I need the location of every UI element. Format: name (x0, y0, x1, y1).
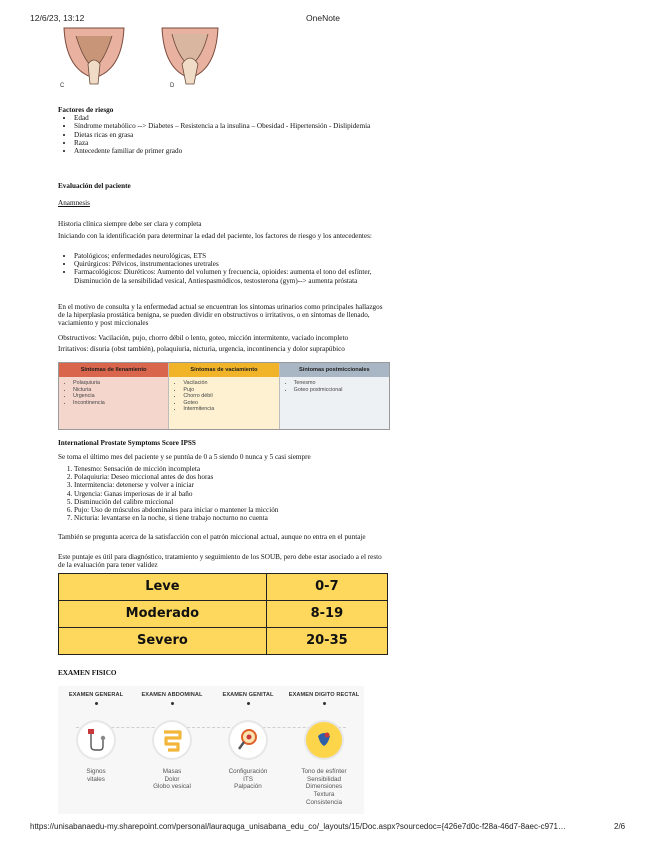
score-range: 20-35 (266, 628, 387, 655)
exam-general (58, 686, 134, 783)
anamnesis-heading: Anamnesis (58, 199, 90, 207)
paragraph: También se pregunta acerca de la satisfacción con el patrón miccional actual, aunque no entra en el puntaje (58, 533, 366, 541)
list-item: • Patológicos; enfermedades neurológicas, ETS (74, 252, 388, 260)
column-header: Síntomas de llenamiento (59, 363, 168, 377)
ipss-title: International Prostate Symptoms Score IPSS (58, 439, 196, 447)
ipss-score-table (58, 573, 388, 655)
exam-header: EXAMEN DIGITO RECTAL (288, 692, 360, 698)
exam-header: EXAMEN GENERAL (68, 692, 124, 698)
exam-item: Sensibilidad (307, 775, 341, 783)
exam-item: Textura (313, 790, 335, 798)
symptoms-column-voiding (169, 363, 279, 429)
risk-factors-title: Factores de riesgo (58, 106, 114, 114)
list-item: • Urgencia (73, 393, 168, 400)
list-item: • Goteo postmiccional (294, 387, 389, 394)
list-item: 7. Nicturia: levantarse en la noche, si tiene trabajo nocturno no cuenta (74, 514, 388, 522)
paragraph: Irritativos: disuria (obst también), polaquiuria, nicturia, urgencia, incontinencia y dolor suprapúbico (58, 345, 345, 353)
print-datetime: 12/6/23, 13:12 (30, 13, 85, 23)
symptoms-column-filling (59, 363, 169, 429)
list-item: 6. Pujo: Uso de músculos abdominales para iniciar o mantener la micción (74, 506, 388, 514)
column-header: Síntomas de vaciamiento (169, 363, 278, 377)
list-item: • Antecedente familiar de primer grado (74, 147, 388, 155)
exam-header: EXAMEN ABDOMINAL (141, 692, 203, 698)
list-item: • Síndrome metabólico --> Diabetes – Resistencia a la insulina – Obesidad - Hipertensión - Dislipidemia (74, 122, 388, 130)
exam-genital (210, 686, 286, 791)
intestine-icon (154, 722, 190, 758)
exam-item: Masas (162, 768, 182, 776)
column-header: Síntomas postmiccionales (280, 363, 389, 377)
list-item: • Dietas ricas en grasa (74, 131, 388, 139)
list-item: • Vacilación (183, 380, 278, 387)
list-item: • Goteo (183, 400, 278, 407)
exam-item: Palpación (234, 783, 262, 791)
risk-factors-section (58, 106, 388, 155)
list-item: • Raza (74, 139, 388, 147)
list-item: • Intermitencia (183, 406, 278, 413)
list-item: • Chorro débil (183, 393, 278, 400)
score-range: 0-7 (266, 574, 387, 601)
paragraph: En el motivo de consulta y la enfermedad actual se encuentran los síntomas urinarios como principales hallazgos de la hiperplasia prostática benigna, se pueden dividir en obstructivos o irritativos, o en síntomas de llenado, vaciamiento y post miccionales (58, 303, 383, 328)
paragraph: Este puntaje es útil para diagnóstico, tratamiento y seguimiento de los SOUB, pero debe estar asociado a el resto de la evaluación para tener validez (58, 553, 382, 570)
list-item: 5. Disminución del calibre miccional (74, 498, 388, 506)
physical-exam-diagram (58, 686, 364, 814)
app-name: OneNote (306, 13, 341, 23)
exam-header: EXAMEN GENITAL (222, 692, 274, 698)
list-item: 2. Polaquiuria: Deseo miccional antes de dos horas (74, 473, 388, 481)
exam-abdominal (134, 686, 210, 791)
exam-item: Configuración (228, 768, 268, 776)
list-item: • Tenesmo (294, 380, 389, 387)
exam-item: Consistencia (305, 798, 343, 806)
list-item: • Pujo (183, 387, 278, 394)
vital-signs-icon (78, 722, 114, 758)
symptoms-column-postvoid (280, 363, 389, 429)
table-row (59, 601, 388, 628)
magnifier-icon (230, 722, 266, 758)
prostate-illustration (58, 26, 228, 88)
exam-item: Signos (86, 768, 106, 776)
paragraph: Iniciando con la identificación para determinar la edad del paciente, los factores de riesgo y los antecedentes: (58, 232, 372, 240)
list-item: • Edad (74, 114, 388, 122)
figure-label-c: C (60, 83, 65, 88)
list-item: 4. Urgencia: Ganas imperiosas de ir al baño (74, 490, 388, 498)
severity-label: Severo (59, 628, 267, 655)
exam-item: Dimensiones (305, 783, 343, 791)
exam-title: EXAMEN FISICO (58, 669, 117, 677)
evaluation-title: Evaluación del paciente (58, 182, 131, 190)
paragraph: Se toma el último mes del paciente y se puntúa de 0 a 5 siendo 0 nunca y 5 casi siempre (58, 453, 311, 461)
severity-label: Moderado (59, 601, 267, 628)
severity-label: Leve (59, 574, 267, 601)
figure-label-d: D (170, 83, 175, 88)
table-row (59, 628, 388, 655)
prostate-icon (306, 722, 342, 758)
page-url[interactable]: https://unisabanaedu-my.sharepoint.com/personal/lauraquga_unisabana_edu_co/_layouts/15/Doc.aspx?sourcedoc={426e7d0c-f28a-46d7-8aec-c971… (30, 822, 566, 831)
score-range: 8-19 (266, 601, 387, 628)
list-item: • Incontinencia (73, 400, 168, 407)
antecedentes-list (58, 252, 388, 285)
paragraph: Historia clínica siempre debe ser clara y completa (58, 220, 202, 228)
risk-factors-list (58, 114, 388, 155)
paragraph: Obstructivos: Vacilación, pujo, chorro débil o lento, goteo, micción intermitente, vaciado incompleto (58, 334, 349, 342)
symptoms-table (58, 362, 390, 430)
list-item: 3. Intermitencia: detenerse y volver a iniciar (74, 481, 388, 489)
exam-item: Tono de esfínter (301, 768, 347, 776)
exam-item: ITS (243, 775, 253, 783)
ipss-list (58, 465, 388, 522)
exam-digito-rectal (286, 686, 362, 806)
list-item: • Nicturia (73, 387, 168, 394)
table-row (59, 574, 388, 601)
exam-item: vitales (87, 775, 105, 783)
list-item: • Farmacológicos: Diuréticos: Aumento del volumen y frecuencia, opioides: aumenta el tono del esfínter, Disminución de la sensibilidad vesical, Antiespasmódicos, testosterona (gym)--> aumenta próstata (74, 268, 388, 284)
page-number: 2/6 (614, 822, 626, 831)
list-item: • Polaquiuria (73, 380, 168, 387)
list-item: • Quirúrgicos: Pélvicos, instrumentaciones uretrales (74, 260, 388, 268)
exam-item: Globo vesical (153, 783, 191, 791)
exam-item: Dolor (164, 775, 180, 783)
list-item: 1. Tenesmo: Sensación de micción incompleta (74, 465, 388, 473)
